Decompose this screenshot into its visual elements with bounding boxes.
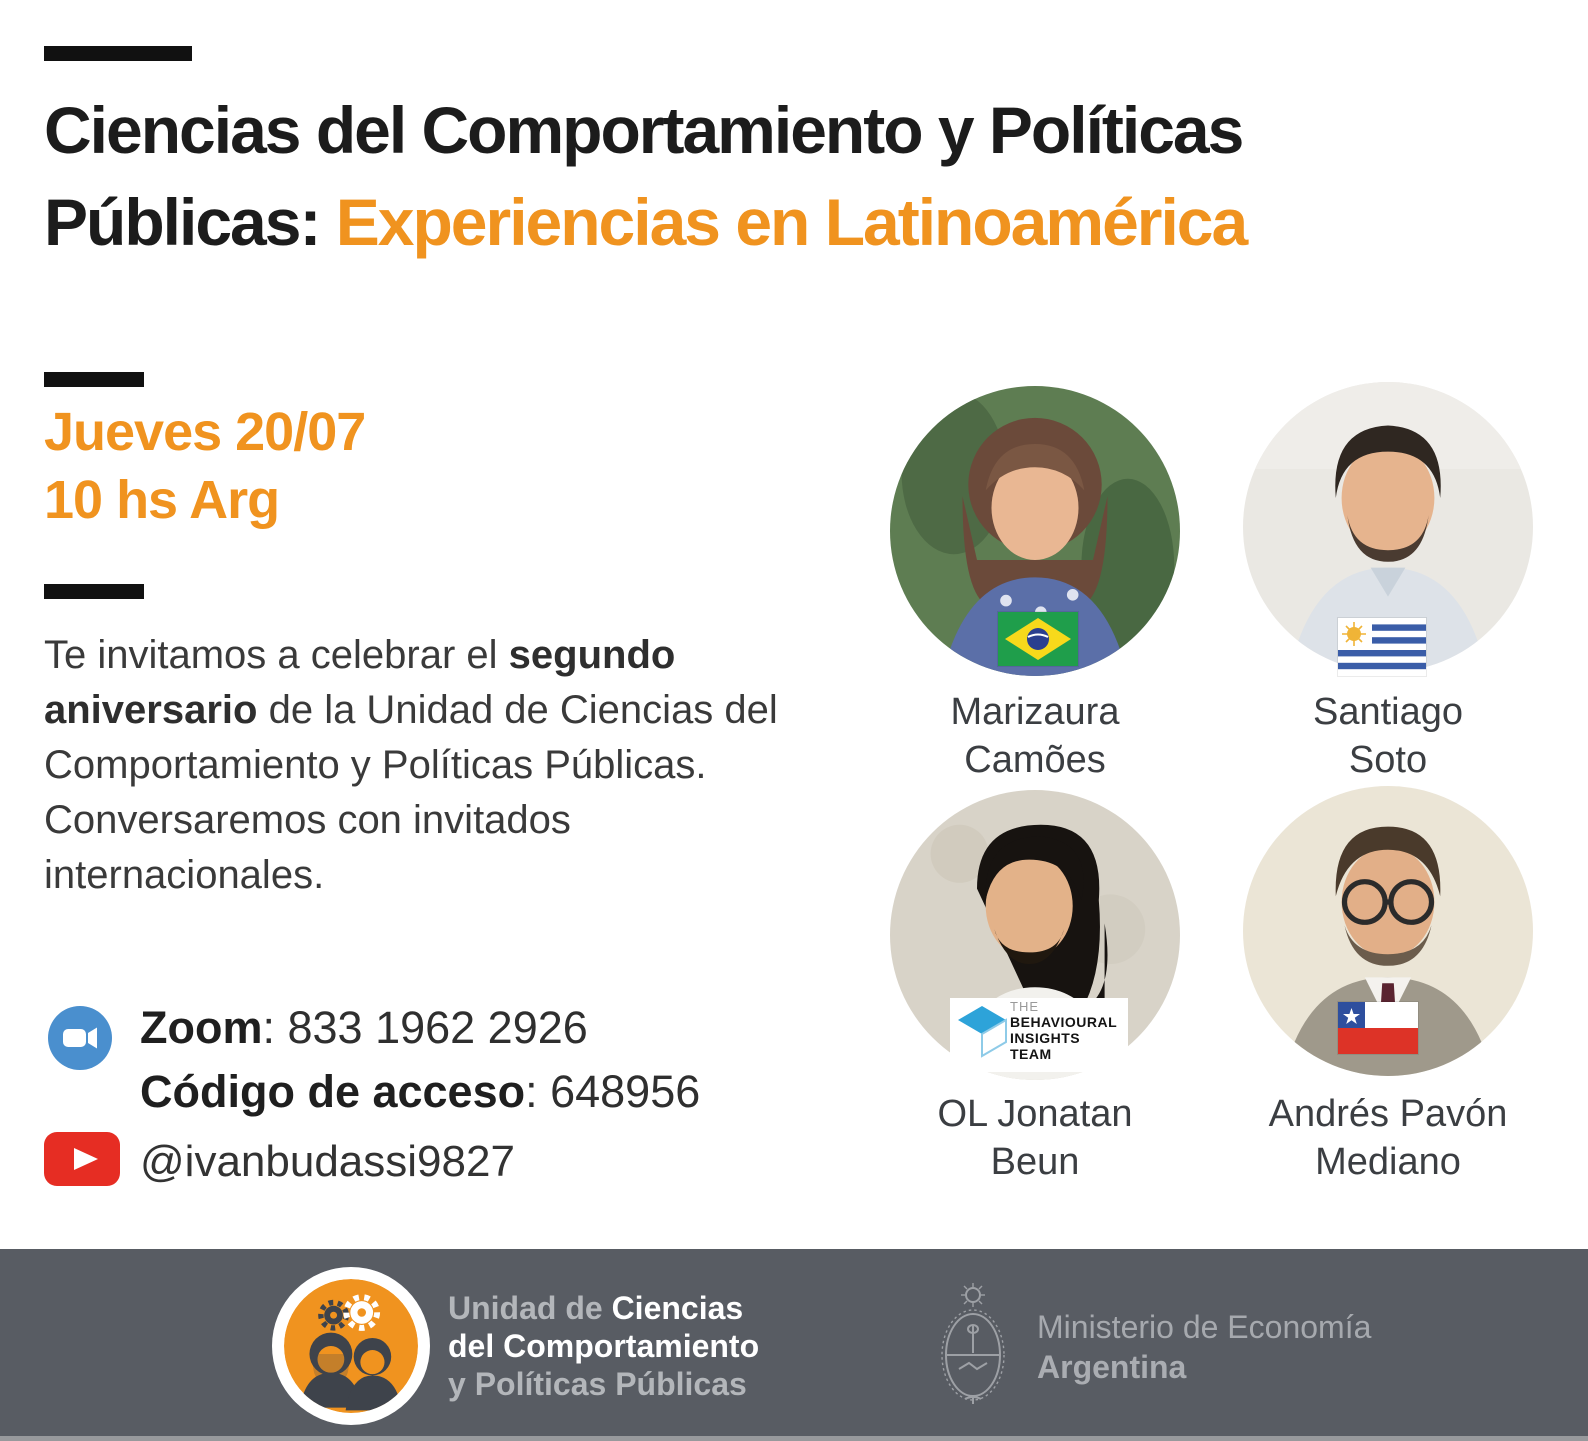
page-title bbox=[44, 84, 1554, 268]
ministry-text bbox=[1037, 1307, 1371, 1387]
youtube-icon bbox=[44, 1132, 120, 1186]
description-rest-text: de la Unidad de Ciencias del Comportamiento y Políticas Públicas. Conversaremos con invitados internacionales. bbox=[44, 688, 778, 897]
speaker-name-line2: Soto bbox=[1348, 739, 1428, 781]
title-line1: Ciencias del Comportamiento y Políticas bbox=[44, 93, 1243, 167]
accent-bar-middle bbox=[44, 372, 144, 387]
description-text: Te invitamos a celebrar el bbox=[44, 633, 509, 677]
zoom-id: : 833 1962 2926 bbox=[262, 1002, 588, 1053]
access-code-value: : 648956 bbox=[525, 1066, 701, 1117]
speaker-name-line2: Beun bbox=[990, 1141, 1080, 1183]
bit-line3: TEAM bbox=[1010, 1046, 1052, 1062]
accent-bar-lower bbox=[44, 584, 144, 599]
event-schedule bbox=[44, 398, 365, 534]
speaker-name-line2: Camões bbox=[964, 739, 1106, 781]
title-line2-orange: Experiencias en Latinoamérica bbox=[335, 185, 1247, 259]
speaker-name bbox=[1208, 688, 1568, 784]
title-line2-black: Públicas: bbox=[44, 185, 336, 259]
bit-logo bbox=[950, 998, 1128, 1072]
speaker-name-line1: Santiago bbox=[1312, 691, 1463, 733]
bit-cube-icon bbox=[950, 998, 1010, 1062]
speaker-name-line2: Mediano bbox=[1315, 1141, 1461, 1183]
bit-line2: INSIGHTS bbox=[1010, 1030, 1081, 1046]
ministry-name: Ministerio de Economía bbox=[1037, 1309, 1372, 1345]
speaker-name-line1: Andrés Pavón bbox=[1268, 1093, 1508, 1135]
unit-name-part1: Unidad de bbox=[448, 1290, 612, 1326]
youtube-handle: @ivanbudassi9827 bbox=[140, 1137, 515, 1186]
access-code-label: Código de acceso bbox=[140, 1066, 526, 1117]
chile-flag bbox=[1338, 1002, 1418, 1054]
event-date: Jueves 20/07 bbox=[44, 402, 366, 462]
access-code-info bbox=[140, 1066, 700, 1118]
zoom-icon bbox=[48, 1006, 112, 1070]
argentina-coat-of-arms bbox=[935, 1277, 1011, 1407]
bit-line1: BEHAVIOURAL bbox=[1010, 1014, 1118, 1030]
brazil-flag bbox=[998, 612, 1078, 666]
speaker-name bbox=[1208, 1090, 1568, 1186]
footer-bottom-strip bbox=[0, 1436, 1588, 1441]
unit-logo-text bbox=[448, 1289, 759, 1403]
zoom-label: Zoom bbox=[140, 1002, 263, 1053]
description-bold-text: segundo aniversario bbox=[44, 633, 676, 732]
speaker-name bbox=[855, 688, 1215, 784]
event-time: 10 hs Arg bbox=[44, 470, 280, 530]
bit-the: THE bbox=[1010, 999, 1039, 1014]
zoom-meeting-info bbox=[140, 1002, 588, 1054]
uruguay-flag bbox=[1338, 618, 1426, 676]
accent-bar-top bbox=[44, 46, 192, 61]
unit-name-part4: y Políticas Públicas bbox=[448, 1366, 747, 1402]
unit-logo-icon bbox=[272, 1267, 430, 1425]
unit-name-part2: Ciencias bbox=[611, 1290, 744, 1326]
ministry-country: Argentina bbox=[1037, 1349, 1187, 1385]
unit-name-part3: del Comportamiento bbox=[448, 1328, 760, 1364]
event-description bbox=[44, 628, 856, 903]
speaker-name bbox=[855, 1090, 1215, 1186]
speaker-name-line1: Marizaura bbox=[950, 691, 1120, 733]
footer-bar bbox=[0, 1249, 1588, 1441]
bit-logo-text bbox=[1010, 998, 1117, 1062]
speaker-name-line1: OL Jonatan bbox=[937, 1093, 1133, 1135]
